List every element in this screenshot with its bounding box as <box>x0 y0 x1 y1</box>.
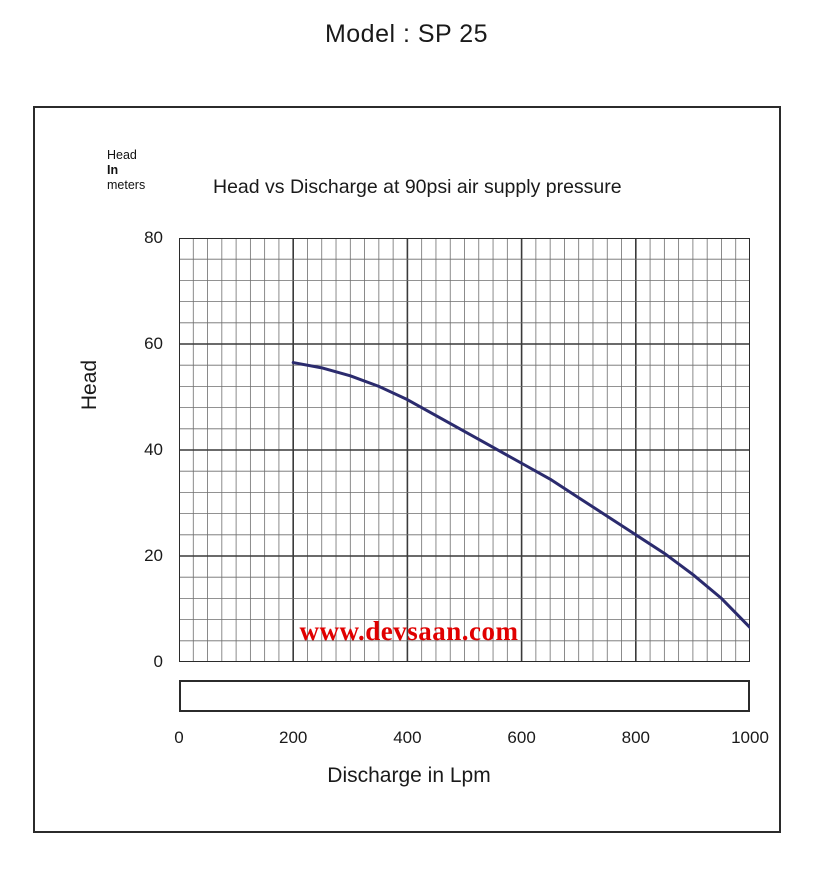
x-tick-label: 400 <box>393 728 422 747</box>
y-tick-label: 0 <box>153 652 163 671</box>
x-tick-label: 0 <box>174 728 184 747</box>
y-axis-label: Head <box>78 359 101 411</box>
head-unit-line-3: meters <box>107 178 146 192</box>
x-axis-label: Discharge in Lpm <box>327 764 491 787</box>
watermark: www.devsaan.com <box>299 616 519 646</box>
plot-area <box>179 238 750 662</box>
y-tick-label: 60 <box>144 334 163 353</box>
page-title: Model : SP 25 <box>324 20 489 48</box>
y-tick-label: 20 <box>144 546 163 565</box>
performance-curve <box>179 238 750 662</box>
x-tick-label: 1000 <box>731 728 769 747</box>
y-tick-label: 80 <box>144 228 163 247</box>
head-unit-caption <box>107 148 177 193</box>
x-axis-bar <box>179 680 750 712</box>
chart-frame <box>33 106 781 833</box>
chart-title: Head vs Discharge at 90psi air supply pressure <box>213 176 622 198</box>
y-tick-label: 40 <box>144 440 163 459</box>
head-unit-line-2: In <box>107 163 119 177</box>
x-tick-label: 600 <box>507 728 536 747</box>
x-tick-label: 800 <box>621 728 650 747</box>
head-unit-line-1: Head <box>107 148 137 162</box>
x-tick-label: 200 <box>279 728 308 747</box>
